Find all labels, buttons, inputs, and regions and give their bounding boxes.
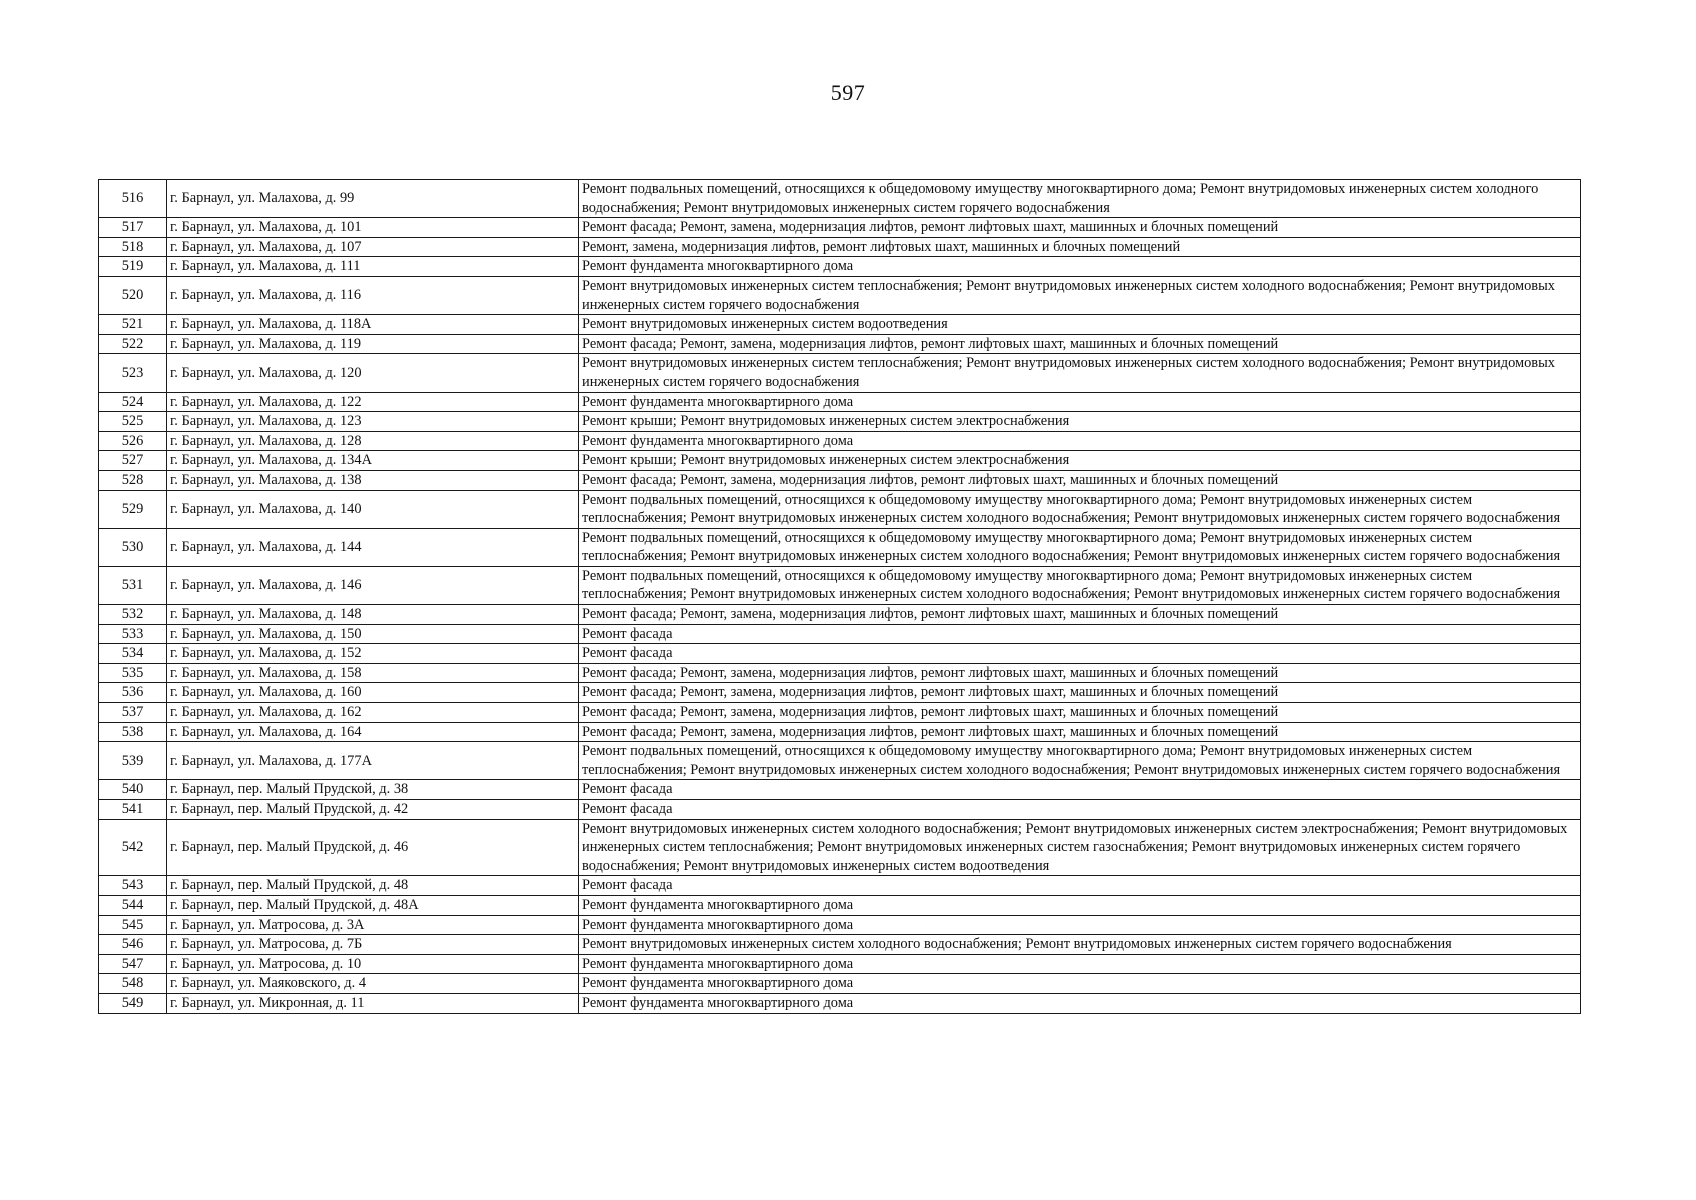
row-address: г. Барнаул, ул. Малахова, д. 134А bbox=[167, 451, 579, 471]
row-works: Ремонт внутридомовых инженерных систем теплоснабжения; Ремонт внутридомовых инженерных систем холодного водоснабжения; Ремонт внутридомовых инженерных систем горячего водоснабжения bbox=[579, 276, 1581, 314]
table-row bbox=[99, 993, 1581, 1013]
row-address: г. Барнаул, ул. Малахова, д. 128 bbox=[167, 431, 579, 451]
row-address: г. Барнаул, ул. Малахова, д. 150 bbox=[167, 624, 579, 644]
row-number: 520 bbox=[99, 276, 167, 314]
row-number: 530 bbox=[99, 528, 167, 566]
row-works: Ремонт подвальных помещений, относящихся к общедомовому имуществу многоквартирного дома; Ремонт внутридомовых инженерных систем теплоснабжения; Ремонт внутридомовых инженерных систем холодного водоснабжения; Ремонт внутридомовых инженерных систем горячего водоснабжения bbox=[579, 566, 1581, 604]
row-number: 533 bbox=[99, 624, 167, 644]
table-row bbox=[99, 605, 1581, 625]
row-works: Ремонт фундамента многоквартирного дома bbox=[579, 954, 1581, 974]
row-number: 549 bbox=[99, 993, 167, 1013]
row-works: Ремонт фасада; Ремонт, замена, модернизация лифтов, ремонт лифтовых шахт, машинных и блочных помещений bbox=[579, 703, 1581, 723]
row-address: г. Барнаул, ул. Малахова, д. 111 bbox=[167, 257, 579, 277]
table-row bbox=[99, 528, 1581, 566]
row-address: г. Барнаул, ул. Малахова, д. 158 bbox=[167, 663, 579, 683]
row-works: Ремонт внутридомовых инженерных систем водоотведения bbox=[579, 315, 1581, 335]
row-works: Ремонт фундамента многоквартирного дома bbox=[579, 431, 1581, 451]
table-row bbox=[99, 663, 1581, 683]
row-number: 518 bbox=[99, 237, 167, 257]
table-row bbox=[99, 334, 1581, 354]
row-address: г. Барнаул, ул. Микронная, д. 11 bbox=[167, 993, 579, 1013]
row-address: г. Барнаул, пер. Малый Прудской, д. 46 bbox=[167, 819, 579, 876]
row-address: г. Барнаул, ул. Малахова, д. 140 bbox=[167, 490, 579, 528]
table-row bbox=[99, 315, 1581, 335]
row-address: г. Барнаул, ул. Малахова, д. 99 bbox=[167, 180, 579, 218]
row-address: г. Барнаул, ул. Малахова, д. 118А bbox=[167, 315, 579, 335]
row-works: Ремонт фундамента многоквартирного дома bbox=[579, 257, 1581, 277]
table-row bbox=[99, 876, 1581, 896]
row-works: Ремонт фасада; Ремонт, замена, модернизация лифтов, ремонт лифтовых шахт, машинных и блочных помещений bbox=[579, 605, 1581, 625]
row-number: 527 bbox=[99, 451, 167, 471]
row-address: г. Барнаул, ул. Маяковского, д. 4 bbox=[167, 974, 579, 994]
table-row bbox=[99, 974, 1581, 994]
row-number: 535 bbox=[99, 663, 167, 683]
row-address: г. Барнаул, пер. Малый Прудской, д. 38 bbox=[167, 780, 579, 800]
row-number: 524 bbox=[99, 392, 167, 412]
row-address: г. Барнаул, пер. Малый Прудской, д. 42 bbox=[167, 800, 579, 820]
row-number: 523 bbox=[99, 354, 167, 392]
row-number: 539 bbox=[99, 742, 167, 780]
table-row bbox=[99, 780, 1581, 800]
row-works: Ремонт фундамента многоквартирного дома bbox=[579, 974, 1581, 994]
row-number: 540 bbox=[99, 780, 167, 800]
row-address: г. Барнаул, ул. Малахова, д. 119 bbox=[167, 334, 579, 354]
row-number: 546 bbox=[99, 935, 167, 955]
row-works: Ремонт внутридомовых инженерных систем теплоснабжения; Ремонт внутридомовых инженерных систем холодного водоснабжения; Ремонт внутридомовых инженерных систем горячего водоснабжения bbox=[579, 354, 1581, 392]
row-works: Ремонт фасада; Ремонт, замена, модернизация лифтов, ремонт лифтовых шахт, машинных и блочных помещений bbox=[579, 218, 1581, 238]
row-number: 542 bbox=[99, 819, 167, 876]
row-number: 529 bbox=[99, 490, 167, 528]
table-row bbox=[99, 915, 1581, 935]
row-number: 545 bbox=[99, 915, 167, 935]
row-address: г. Барнаул, пер. Малый Прудской, д. 48 bbox=[167, 876, 579, 896]
table-row bbox=[99, 742, 1581, 780]
row-works: Ремонт, замена, модернизация лифтов, ремонт лифтовых шахт, машинных и блочных помещений bbox=[579, 237, 1581, 257]
row-address: г. Барнаул, пер. Малый Прудской, д. 48А bbox=[167, 895, 579, 915]
row-works: Ремонт фасада; Ремонт, замена, модернизация лифтов, ремонт лифтовых шахт, машинных и блочных помещений bbox=[579, 470, 1581, 490]
table-row bbox=[99, 451, 1581, 471]
row-number: 541 bbox=[99, 800, 167, 820]
row-address: г. Барнаул, ул. Малахова, д. 116 bbox=[167, 276, 579, 314]
row-number: 519 bbox=[99, 257, 167, 277]
page-number: 597 bbox=[830, 80, 866, 105]
row-number: 528 bbox=[99, 470, 167, 490]
row-address: г. Барнаул, ул. Малахова, д. 107 bbox=[167, 237, 579, 257]
row-works: Ремонт фасада; Ремонт, замена, модернизация лифтов, ремонт лифтовых шахт, машинных и блочных помещений bbox=[579, 663, 1581, 683]
table-row bbox=[99, 800, 1581, 820]
table-row bbox=[99, 722, 1581, 742]
repair-works-table bbox=[98, 179, 1581, 1014]
row-address: г. Барнаул, ул. Малахова, д. 148 bbox=[167, 605, 579, 625]
row-address: г. Барнаул, ул. Малахова, д. 160 bbox=[167, 683, 579, 703]
row-works: Ремонт подвальных помещений, относящихся к общедомовому имуществу многоквартирного дома; Ремонт внутридомовых инженерных систем теплоснабжения; Ремонт внутридомовых инженерных систем холодного водоснабжения; Ремонт внутридомовых инженерных систем горячего водоснабжения bbox=[579, 742, 1581, 780]
row-works: Ремонт фасада bbox=[579, 644, 1581, 664]
row-number: 531 bbox=[99, 566, 167, 604]
table-row bbox=[99, 218, 1581, 238]
row-number: 548 bbox=[99, 974, 167, 994]
table-row bbox=[99, 703, 1581, 723]
row-works: Ремонт фасада bbox=[579, 800, 1581, 820]
table-row bbox=[99, 392, 1581, 412]
row-works: Ремонт фундамента многоквартирного дома bbox=[579, 392, 1581, 412]
row-number: 516 bbox=[99, 180, 167, 218]
row-number: 522 bbox=[99, 334, 167, 354]
row-number: 547 bbox=[99, 954, 167, 974]
table-row bbox=[99, 180, 1581, 218]
table-row bbox=[99, 819, 1581, 876]
row-works: Ремонт фасада bbox=[579, 876, 1581, 896]
row-number: 543 bbox=[99, 876, 167, 896]
row-works: Ремонт фундамента многоквартирного дома bbox=[579, 915, 1581, 935]
row-number: 521 bbox=[99, 315, 167, 335]
table-row bbox=[99, 431, 1581, 451]
table-row bbox=[99, 412, 1581, 432]
row-works: Ремонт подвальных помещений, относящихся к общедомовому имуществу многоквартирного дома; Ремонт внутридомовых инженерных систем холодного водоснабжения; Ремонт внутридомовых инженерных систем горячего водоснабжения bbox=[579, 180, 1581, 218]
row-address: г. Барнаул, ул. Малахова, д. 122 bbox=[167, 392, 579, 412]
table-row bbox=[99, 644, 1581, 664]
row-works: Ремонт фасада; Ремонт, замена, модернизация лифтов, ремонт лифтовых шахт, машинных и блочных помещений bbox=[579, 722, 1581, 742]
table-row bbox=[99, 276, 1581, 314]
row-number: 532 bbox=[99, 605, 167, 625]
row-works: Ремонт подвальных помещений, относящихся к общедомовому имуществу многоквартирного дома; Ремонт внутридомовых инженерных систем теплоснабжения; Ремонт внутридомовых инженерных систем холодного водоснабжения; Ремонт внутридомовых инженерных систем горячего водоснабжения bbox=[579, 490, 1581, 528]
row-number: 544 bbox=[99, 895, 167, 915]
row-works: Ремонт фасада bbox=[579, 780, 1581, 800]
table-row bbox=[99, 257, 1581, 277]
row-address: г. Барнаул, ул. Малахова, д. 146 bbox=[167, 566, 579, 604]
row-works: Ремонт фасада; Ремонт, замена, модернизация лифтов, ремонт лифтовых шахт, машинных и блочных помещений bbox=[579, 683, 1581, 703]
row-number: 517 bbox=[99, 218, 167, 238]
row-address: г. Барнаул, ул. Малахова, д. 144 bbox=[167, 528, 579, 566]
row-works: Ремонт подвальных помещений, относящихся к общедомовому имуществу многоквартирного дома; Ремонт внутридомовых инженерных систем теплоснабжения; Ремонт внутридомовых инженерных систем холодного водоснабжения; Ремонт внутридомовых инженерных систем горячего водоснабжения bbox=[579, 528, 1581, 566]
table-row bbox=[99, 566, 1581, 604]
row-address: г. Барнаул, ул. Малахова, д. 164 bbox=[167, 722, 579, 742]
row-works: Ремонт фундамента многоквартирного дома bbox=[579, 895, 1581, 915]
table-row bbox=[99, 935, 1581, 955]
row-works: Ремонт крыши; Ремонт внутридомовых инженерных систем электроснабжения bbox=[579, 412, 1581, 432]
row-address: г. Барнаул, ул. Малахова, д. 162 bbox=[167, 703, 579, 723]
table-row bbox=[99, 470, 1581, 490]
table-row bbox=[99, 683, 1581, 703]
row-address: г. Барнаул, ул. Малахова, д. 138 bbox=[167, 470, 579, 490]
row-works: Ремонт фундамента многоквартирного дома bbox=[579, 993, 1581, 1013]
row-works: Ремонт фасада; Ремонт, замена, модернизация лифтов, ремонт лифтовых шахт, машинных и блочных помещений bbox=[579, 334, 1581, 354]
row-number: 526 bbox=[99, 431, 167, 451]
row-address: г. Барнаул, ул. Малахова, д. 123 bbox=[167, 412, 579, 432]
row-address: г. Барнаул, ул. Малахова, д. 101 bbox=[167, 218, 579, 238]
table-row bbox=[99, 237, 1581, 257]
row-address: г. Барнаул, ул. Матросова, д. 7Б bbox=[167, 935, 579, 955]
table-row bbox=[99, 895, 1581, 915]
row-address: г. Барнаул, ул. Матросова, д. 3А bbox=[167, 915, 579, 935]
row-works: Ремонт крыши; Ремонт внутридомовых инженерных систем электроснабжения bbox=[579, 451, 1581, 471]
row-number: 537 bbox=[99, 703, 167, 723]
table-row bbox=[99, 490, 1581, 528]
table-row bbox=[99, 354, 1581, 392]
table-body bbox=[99, 180, 1581, 1014]
table-row bbox=[99, 624, 1581, 644]
row-address: г. Барнаул, ул. Малахова, д. 152 bbox=[167, 644, 579, 664]
row-address: г. Барнаул, ул. Малахова, д. 177А bbox=[167, 742, 579, 780]
row-works: Ремонт внутридомовых инженерных систем холодного водоснабжения; Ремонт внутридомовых инженерных систем электроснабжения; Ремонт внутридомовых инженерных систем теплоснабжения; Ремонт внутридомовых инженерных систем газоснабжения; Ремонт внутридомовых инженерных систем горячего водоснабжения; Ремонт внутридомовых инженерных систем водоотведения bbox=[579, 819, 1581, 876]
row-works: Ремонт внутридомовых инженерных систем холодного водоснабжения; Ремонт внутридомовых инженерных систем горячего водоснабжения bbox=[579, 935, 1581, 955]
row-number: 536 bbox=[99, 683, 167, 703]
table-row bbox=[99, 954, 1581, 974]
row-number: 534 bbox=[99, 644, 167, 664]
row-address: г. Барнаул, ул. Малахова, д. 120 bbox=[167, 354, 579, 392]
row-address: г. Барнаул, ул. Матросова, д. 10 bbox=[167, 954, 579, 974]
row-number: 538 bbox=[99, 722, 167, 742]
row-number: 525 bbox=[99, 412, 167, 432]
row-works: Ремонт фасада bbox=[579, 624, 1581, 644]
